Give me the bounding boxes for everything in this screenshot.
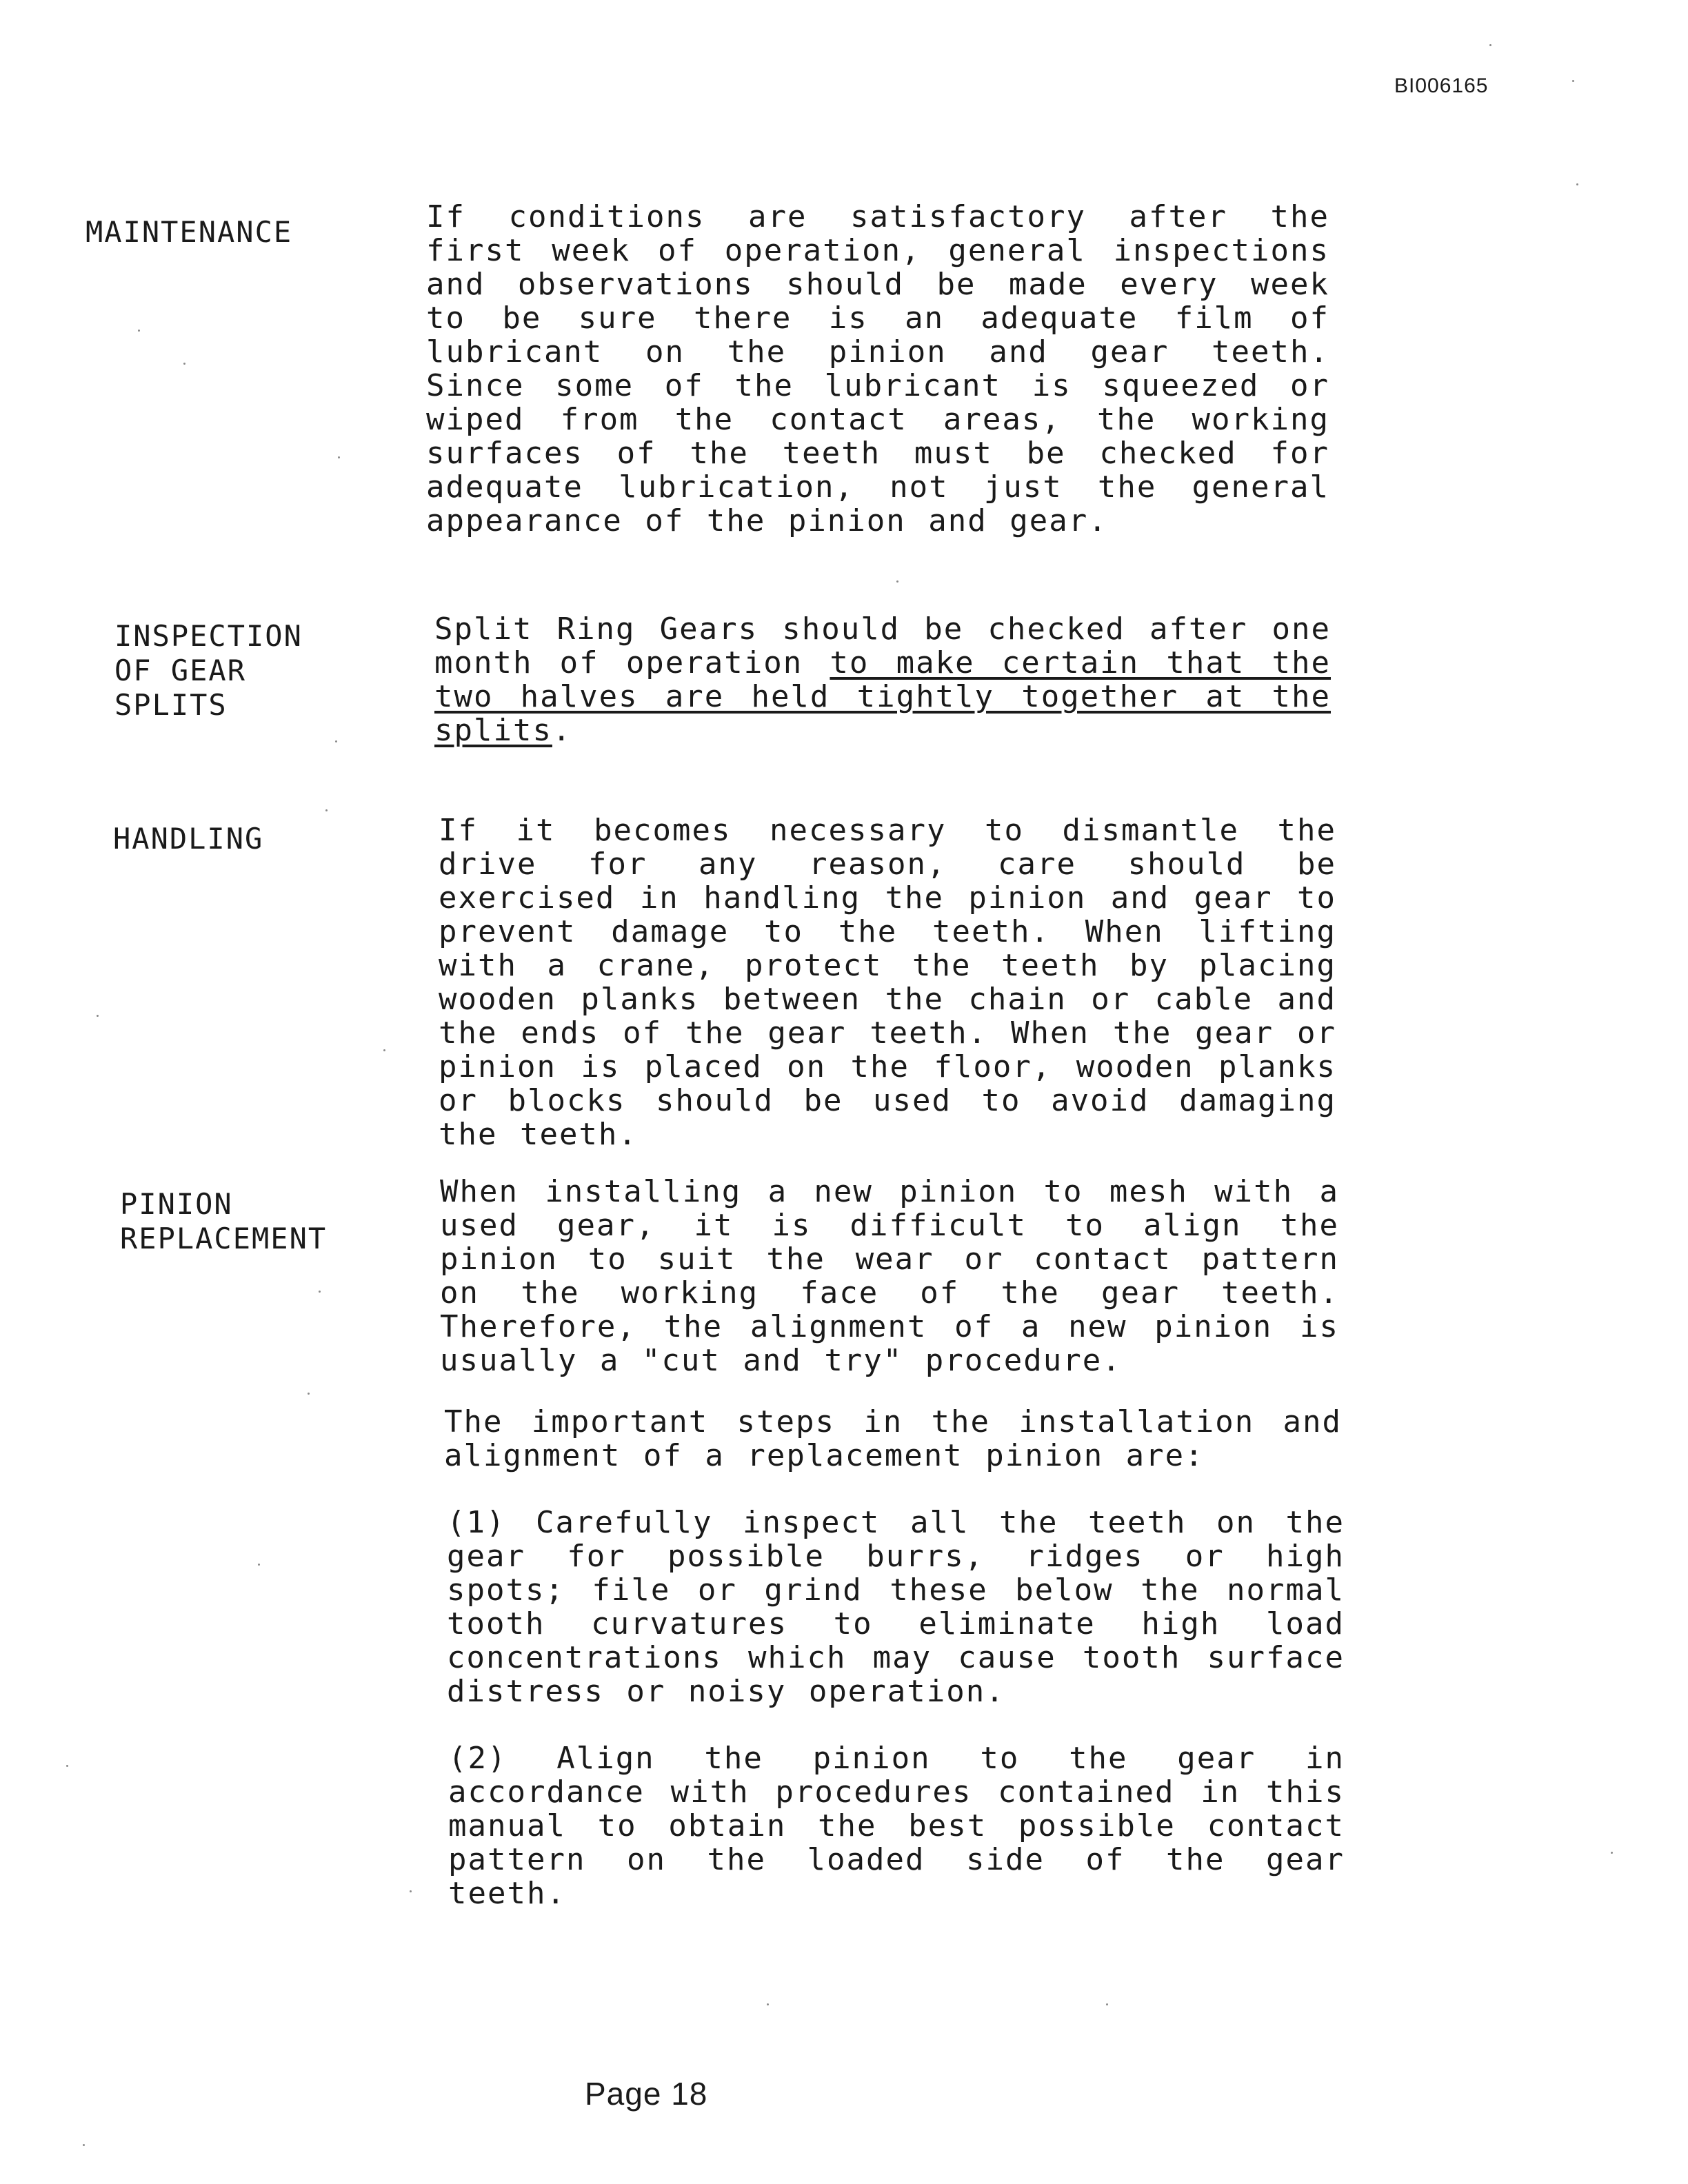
scan-speck <box>335 740 337 742</box>
maintenance-paragraph: If conditions are satisfactory after the first week of operation, general inspections and observations should be made every week to be sure there is an adequate film of lubricant on the pinion and gear teeth. Since some of the lubricant is squeezed or wiped from the contact areas, the working surfaces of the teeth must be checked for adequate lubrication, not just the general appearance of the pinion and gear. <box>426 199 1329 538</box>
scan-speck <box>1576 183 1578 185</box>
inspection-lead-text: Split Ring Gears should be checked after one month of operation <box>434 611 1331 680</box>
scan-speck <box>97 1015 99 1017</box>
inspection-underlined-text: to make certain that the two halves are held tightly together at the splits <box>434 645 1331 748</box>
scan-speck <box>258 1564 260 1566</box>
handling-paragraph: If it becomes necessary to dismantle the drive for any reason, care should be exercised in handling the pinion and gear to prevent damage to the teeth. When lifting with a crane, protect the teeth by placing wooden planks between the chain or cable and the ends of the gear teeth. When the gear or pinion is placed on the floor, wooden planks or blocks should be used to avoid damaging the teeth. <box>439 813 1336 1152</box>
scan-speck <box>308 1393 310 1395</box>
inspection-tail-text: . <box>552 713 572 748</box>
pinion-replacement-paragraph-1: When installing a new pinion to mesh with a used gear, it is difficult to align the pinion to suit the wear or contact pattern on the working face of the gear teeth. Therefore, the alignment of a new pinion is usually a "cut and try" procedure. <box>440 1174 1339 1378</box>
page-number: Page 18 <box>585 2076 708 2112</box>
pinion-replacement-paragraph-2: The important steps in the installation and alignment of a replacement pinion are: <box>444 1404 1342 1473</box>
scan-speck <box>383 1049 385 1051</box>
scan-speck <box>1106 2003 1108 2005</box>
inspection-paragraph <box>434 612 1331 747</box>
scan-speck <box>1572 80 1574 82</box>
section-heading-handling: HANDLING <box>113 822 264 856</box>
scan-speck <box>1489 44 1491 46</box>
scan-speck <box>83 2144 85 2146</box>
pinion-replacement-step-1: (1) Carefully inspect all the teeth on the gear for possible burrs, ridges or high spots; file or grind these below the normal tooth curvatures to eliminate high load concentrations which may cause tooth surface distress or noisy operation. <box>447 1505 1345 1709</box>
scan-speck <box>767 2003 769 2005</box>
pinion-replacement-step-2: (2) Align the pinion to the gear in accordance with procedures contained in this manual to obtain the best possible contact pattern on the loaded side of the gear teeth. <box>448 1741 1345 1911</box>
scan-speck <box>319 1291 321 1293</box>
scan-speck <box>410 1890 412 1892</box>
scan-speck <box>325 809 328 811</box>
scan-speck <box>66 1765 68 1767</box>
scan-speck <box>338 456 340 458</box>
section-heading-pinion-replacement: PINION REPLACEMENT <box>120 1187 328 1255</box>
document-id-stamp: BI006165 <box>1394 74 1489 97</box>
section-heading-inspection-of-gear-splits: INSPECTION OF GEAR SPLITS <box>114 619 303 722</box>
section-heading-maintenance: MAINTENANCE <box>86 215 293 249</box>
scan-speck <box>183 363 185 365</box>
scan-speck <box>138 330 140 332</box>
scan-speck <box>1611 1852 1613 1854</box>
scan-speck <box>896 580 898 583</box>
